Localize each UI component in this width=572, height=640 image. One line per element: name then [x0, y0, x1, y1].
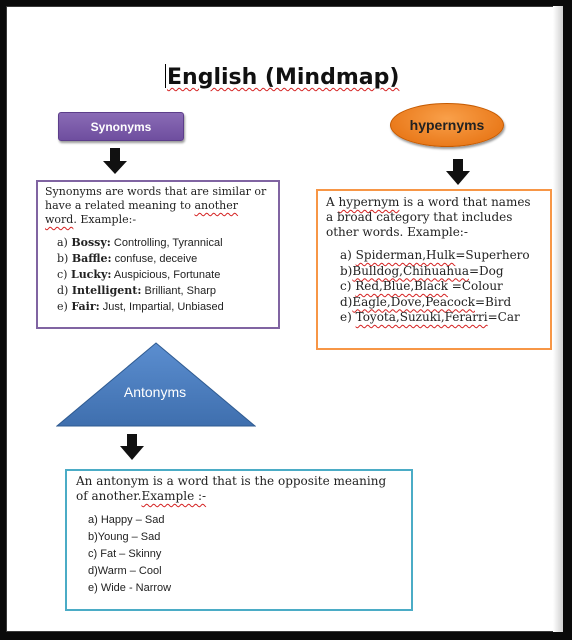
- text-cursor: [165, 64, 166, 88]
- synonyms-node[interactable]: [58, 112, 184, 141]
- list-item: d)Eagle,Dove,Peacock=Bird: [340, 294, 512, 309]
- hypernyms-definition: A hypernym is a word that names a broad category that includes other words. Example:-: [326, 195, 531, 239]
- hypernyms-list: [326, 248, 542, 326]
- synonyms-box[interactable]: [36, 180, 280, 329]
- list-item: c) Fat – Skinny: [88, 548, 162, 560]
- synonyms-definition: Synonyms are words that are similar or have a related meaning to another word. Example:-: [45, 185, 267, 226]
- list-item: b)Young – Sad: [88, 531, 161, 543]
- antonyms-definition: An antonym is a word that is the opposite meaning of another.Example :-: [76, 474, 387, 503]
- list-item: c) Red,Blue,Black =Colour: [340, 279, 503, 293]
- list-item: a) Happy – Sad: [88, 514, 165, 526]
- antonyms-list: [76, 512, 402, 597]
- synonyms-label: Synonyms: [90, 119, 152, 134]
- down-arrow-icon: [117, 432, 147, 462]
- list-item: e) Wide - Narrow: [88, 582, 172, 594]
- down-arrow-icon: [100, 146, 130, 176]
- list-item: c) Lucky: Auspicious, Fortunate: [57, 268, 221, 281]
- antonyms-label: Antonyms: [123, 384, 187, 400]
- hypernyms-node[interactable]: [390, 103, 504, 147]
- hypernyms-box[interactable]: [316, 189, 552, 350]
- list-item: d)Warm – Cool: [88, 565, 162, 577]
- list-item: e) Toyota,Suzuki,Ferarri=Car: [340, 310, 520, 324]
- list-item: a) Bossy: Controlling, Tyrannical: [57, 236, 223, 249]
- page-edge-shadow: [553, 6, 563, 632]
- synonyms-list: [45, 235, 271, 315]
- list-item: b)Bulldog,Chihuahua=Dog: [340, 263, 504, 278]
- list-item: a) Spiderman,Hulk=Superhero: [340, 248, 530, 262]
- list-item: e) Fair: Just, Impartial, Unbiased: [57, 300, 224, 313]
- antonyms-box[interactable]: [65, 469, 413, 611]
- list-item: b) Baffle: confuse, deceive: [57, 252, 198, 265]
- list-item: d) Intelligent: Brilliant, Sharp: [57, 284, 217, 297]
- hypernyms-label: hypernyms: [409, 117, 485, 133]
- page-title[interactable]: English (Mindmap): [167, 65, 400, 90]
- down-arrow-icon: [443, 157, 473, 187]
